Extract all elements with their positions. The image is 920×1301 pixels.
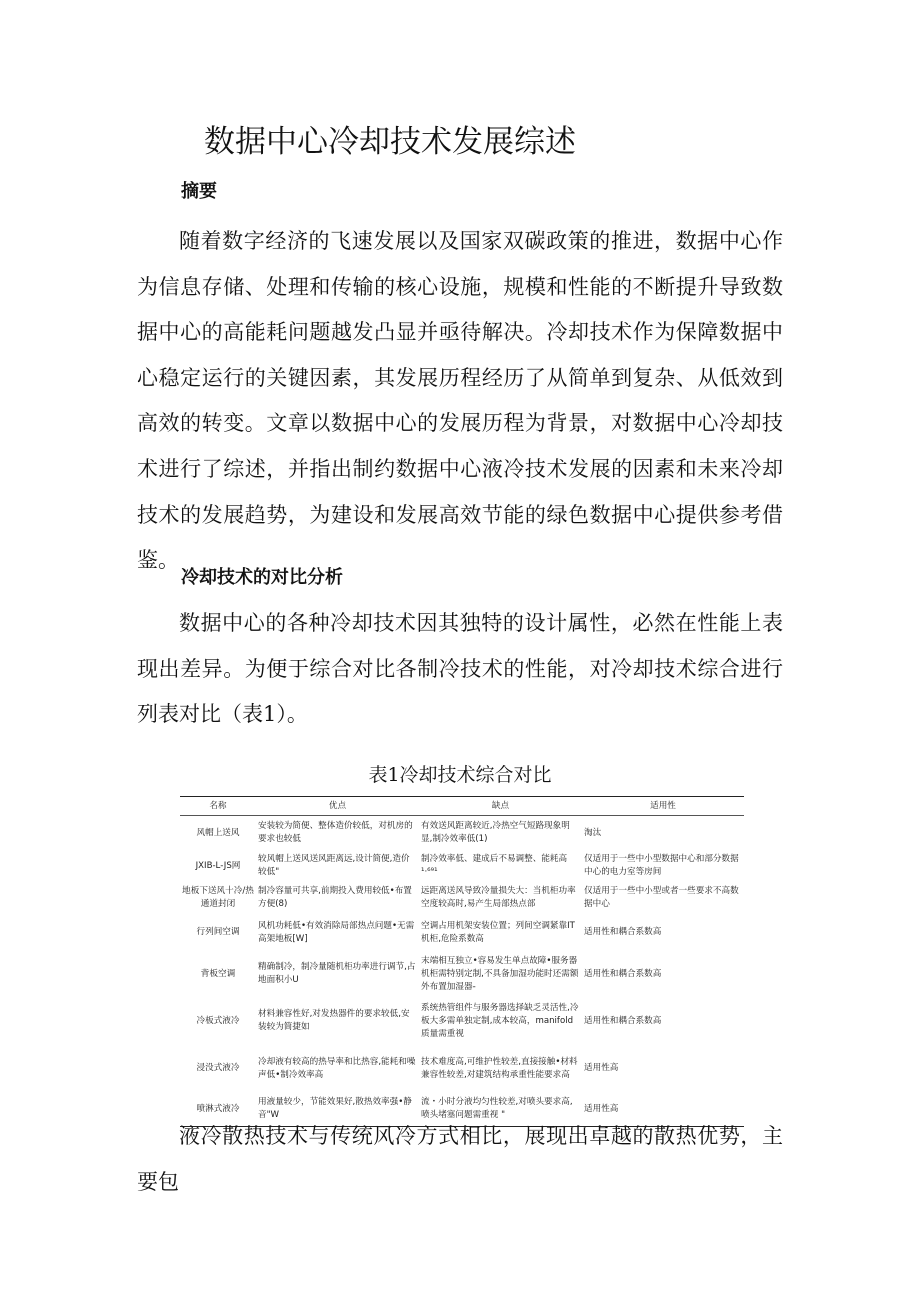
table-row (180, 882, 744, 914)
cell-pros: 风机功耗低•有效消除局部热点问题•无需高架地板[W] (258, 920, 415, 944)
header-applicability: 适用性 (582, 797, 744, 816)
cell-applicability: 适用性高 (584, 1063, 619, 1073)
comparison-table (180, 796, 744, 1127)
cell-name: 风帽上送风 (196, 827, 240, 838)
cell-name: 浸没式液冷 (196, 1063, 240, 1073)
cell-cons: 流・小时分液均匀性较差,对喷头要求高,喷头堵塞问题需重视 " (419, 1092, 582, 1127)
closing-paragraph: 液冷散热技术与传统风冷方式相比，展现出卓越的散热优势，主要包 (137, 1124, 783, 1194)
table-row (180, 997, 744, 1045)
cell-cons: 远距离送风导致冷量损失大：当机柜功率空度较高时,易产生局部热点部 (421, 886, 576, 909)
header-pros: 优点 (256, 797, 419, 816)
cell-pros: 材料兼容性好,对发热器件的要求较低,安装较为简捷如 (258, 1009, 410, 1032)
cell-pros: 较风帽上送风送风距离远,设计简便,造价较低" (258, 854, 410, 877)
cell-cons: 系统热管组件与服务器选择缺乏灵活性,冷板大多需单独定制,成本较高，manifold质量需重视 (421, 1002, 579, 1039)
comparison-table-wrapper (180, 796, 744, 1127)
table-row (180, 850, 744, 882)
cell-applicability: 淘汰 (584, 827, 602, 838)
cell-name: 背板空调 (200, 968, 236, 979)
cell-applicability: 适用性高 (582, 1092, 744, 1127)
document-title: 数据中心冷却技术发展综述 (204, 124, 576, 160)
cell-pros: 安装较为简便、整体造价较低，对机房的要求也较低 (258, 821, 413, 844)
cell-cons: 制冷效率低、建成后不易调整、能耗高¹·⁶⁹¹ (421, 854, 568, 877)
cell-pros: 用液量较少，节能效果好,散热效率强•静音"W (256, 1092, 419, 1127)
cell-cons: 有效送风距离较近,冷热空气短路现象明显,制冷效率低(1) (421, 821, 570, 844)
section-paragraph: 数据中心的各种冷却技术因其独特的设计属性，必然在性能上表现出差异。为便于综合对比各制冷技术的性能，对冷却技术综合进行列表对比（表1）。 (137, 611, 783, 727)
abstract-paragraph: 随着数字经济的飞速发展以及国家双碳政策的推进，数据中心作为信息存储、处理和传输的核心设施，规模和性能的不断提升导致数据中心的高能耗问题越发凸显并亟待解决。冷却技术作为保障数据中心稳定运行的关键因素，其发展历程经历了从简单到复杂、从低效到高效的转变。文章以数据中心的发展历程为背景，对数据中心冷却技术进行了综述，并指出制约数据中心液冷技术发展的因素和未来冷却技术的发展趋势，为建设和发展高效节能的绿色数据中心提供参考借鉴。 (137, 229, 783, 573)
cell-pros: 冷却液有较高的热导率和比热容,能耗和噪声低•制冷效率高 (258, 1056, 416, 1080)
cell-cons: 技术难度高,可维护性较差,直接接触•材料兼容性较差,对建筑结构承重性能要求高 (421, 1056, 578, 1080)
table-row (180, 816, 744, 851)
cell-name: JXIB-L-JS网 (195, 860, 241, 871)
header-name: 名称 (180, 797, 256, 816)
cell-applicability: 仅适用于一些中小型数据中心和部分数据中心的电力室等房间 (584, 854, 739, 877)
cell-applicability: 适用性和耦合系数高 (584, 927, 662, 937)
section-heading: 冷却技术的对比分析 (181, 567, 343, 588)
cell-name: 行列间空调 (196, 927, 240, 937)
header-cons: 缺点 (419, 797, 582, 816)
cell-name: 地板下送风十冷/热通道封闭 (182, 886, 254, 909)
table-header-row (180, 797, 744, 816)
cell-applicability: 适用性和耦合系数高 (584, 968, 662, 979)
cell-cons: 空调占用机架安装位置；列间空调紧靠IT机柜,危险系数高 (421, 920, 575, 944)
cell-applicability: 适用性和耦合系数高 (584, 1015, 662, 1026)
cell-applicability: 仅适用于一些中小型或者一些要求不高数据中心 (584, 886, 739, 909)
cell-name: 喷淋式液冷 (180, 1092, 256, 1127)
cell-pros: 精确制冷，制冷量随机柜功率进行调节,占地面积小U (258, 962, 416, 985)
cell-name: 冷板式液冷 (196, 1015, 240, 1026)
abstract-heading: 摘要 (181, 181, 217, 202)
table-row (180, 914, 744, 951)
cell-cons: 末端相互独立•容易发生单点故障•服务器机柜需特别定制,不具备加湿功能时还需额外布置加湿器- (421, 955, 579, 992)
table-row (180, 1045, 744, 1092)
table-row (180, 951, 744, 997)
cell-pros: 制冷容量可共享,前期投入费用较低•布置方便(8) (258, 886, 412, 909)
table-caption: 表1冷却技术综合对比 (368, 764, 552, 786)
